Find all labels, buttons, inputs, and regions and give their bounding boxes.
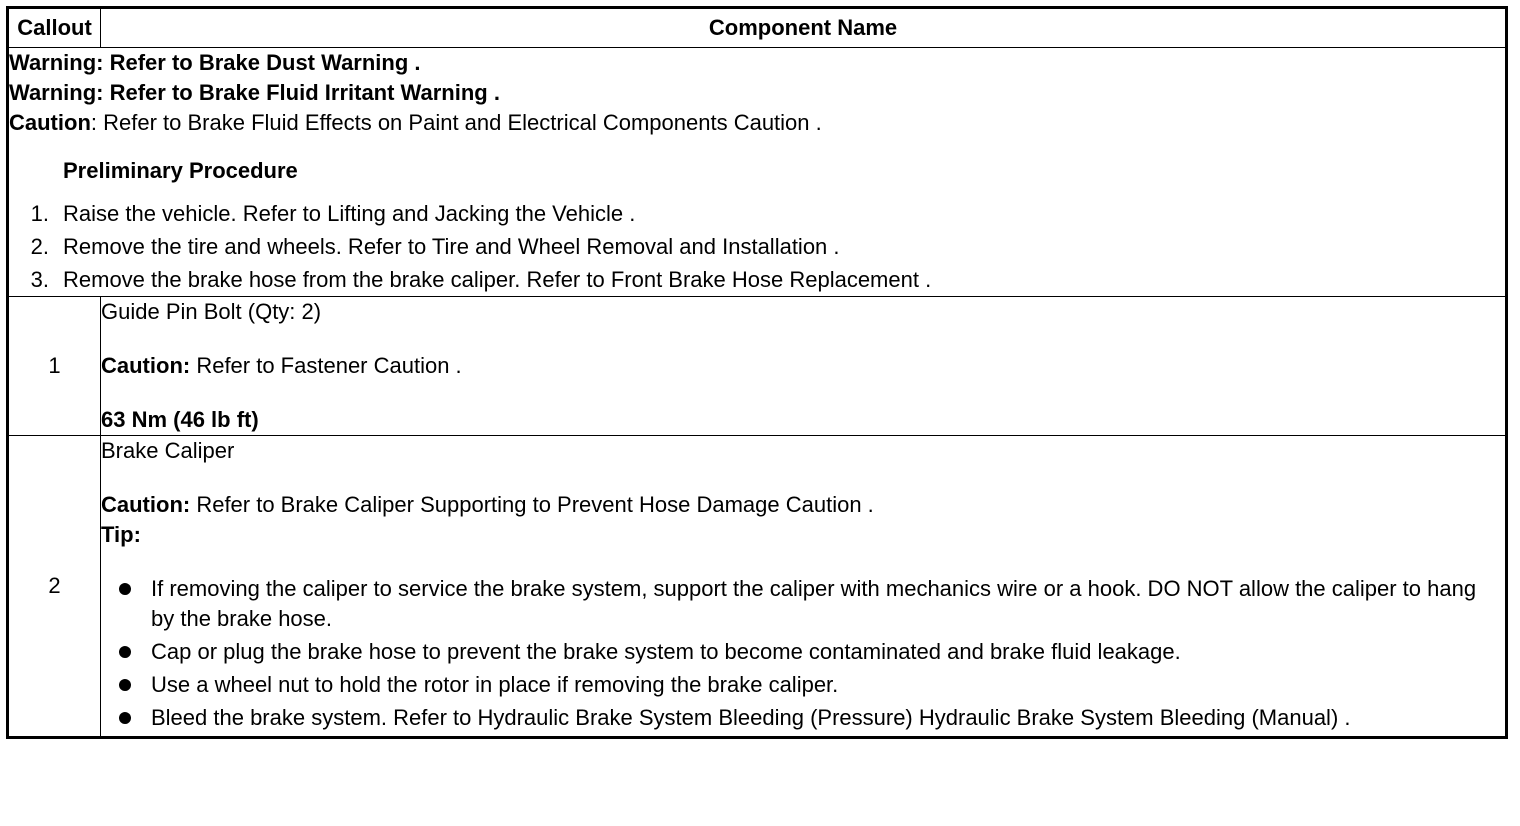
warning-text: Refer to Brake Dust Warning . (103, 50, 421, 75)
step-item (9, 197, 1505, 230)
caution-label: Caution: (101, 353, 191, 378)
callout-number: 1 (8, 297, 101, 436)
step-text: Remove the brake hose from the brake caliper. Refer to Front Brake Hose Replacement . (63, 267, 932, 292)
component-row-2 (8, 436, 1507, 738)
component-cell (101, 297, 1507, 436)
component-cell (101, 436, 1507, 738)
preliminary-heading: Preliminary Procedure (63, 158, 298, 183)
header-row (8, 8, 1507, 48)
step-number: 3. (30, 267, 49, 292)
component-name: Guide Pin Bolt (Qty: 2) (101, 299, 322, 324)
fastener-caution (101, 351, 1505, 381)
procedure-table (6, 6, 1508, 739)
tip-label: Tip: (101, 522, 141, 547)
step-text: Remove the tire and wheels. Refer to Tire and Wheel Removal and Installation . (63, 234, 840, 259)
caliper-caution (101, 490, 1505, 520)
component-name-header: Component Name (101, 8, 1507, 48)
bullet-icon (119, 679, 131, 691)
preliminary-steps (9, 197, 1505, 296)
callout-header: Callout (8, 8, 101, 48)
step-item (9, 263, 1505, 296)
warning-brake-dust (9, 48, 1505, 78)
callout-number: 2 (8, 436, 101, 738)
caution-text: Refer to Brake Caliper Supporting to Prevent Hose Damage Caution . (190, 492, 874, 517)
tip-item (101, 703, 1505, 733)
preliminary-row (8, 48, 1507, 297)
caution-label: Caution: (101, 492, 191, 517)
warning-text: Refer to Brake Fluid Irritant Warning . (103, 80, 500, 105)
torque-spec: 63 Nm (46 lb ft) (101, 407, 259, 432)
step-item (9, 230, 1505, 263)
tip-item (101, 637, 1505, 667)
tip-item (101, 574, 1505, 634)
component-name: Brake Caliper (101, 438, 235, 463)
component-row-1 (8, 297, 1507, 436)
tip-text: Cap or plug the brake hose to prevent the brake system to become contaminated and brake fluid leakage. (151, 639, 1181, 664)
bullet-icon (119, 583, 131, 595)
tip-text: Bleed the brake system. Refer to Hydraulic Brake System Bleeding (Pressure) Hydraulic Brake System Bleeding (Manual) . (151, 705, 1351, 730)
warning-label: Warning: (9, 50, 104, 75)
caution-text: : Refer to Brake Fluid Effects on Paint and Electrical Components Caution . (90, 110, 822, 135)
caution-paint (9, 108, 1505, 138)
caution-label: Caution (9, 110, 91, 135)
warning-brake-fluid (9, 78, 1505, 108)
step-number: 1. (30, 201, 49, 226)
step-number: 2. (30, 234, 49, 259)
bullet-icon (119, 646, 131, 658)
preliminary-section (8, 48, 1507, 297)
tip-text: Use a wheel nut to hold the rotor in place if removing the brake caliper. (151, 672, 839, 697)
tip-text: If removing the caliper to service the brake system, support the caliper with mechanics wire or a hook. DO NOT allow the caliper to hang by the brake hose. (151, 576, 1477, 631)
warning-label: Warning: (9, 80, 104, 105)
tip-item (101, 670, 1505, 700)
step-text: Raise the vehicle. Refer to Lifting and Jacking the Vehicle . (63, 201, 636, 226)
bullet-icon (119, 712, 131, 724)
tip-list (101, 574, 1505, 733)
caution-text: Refer to Fastener Caution . (190, 353, 462, 378)
